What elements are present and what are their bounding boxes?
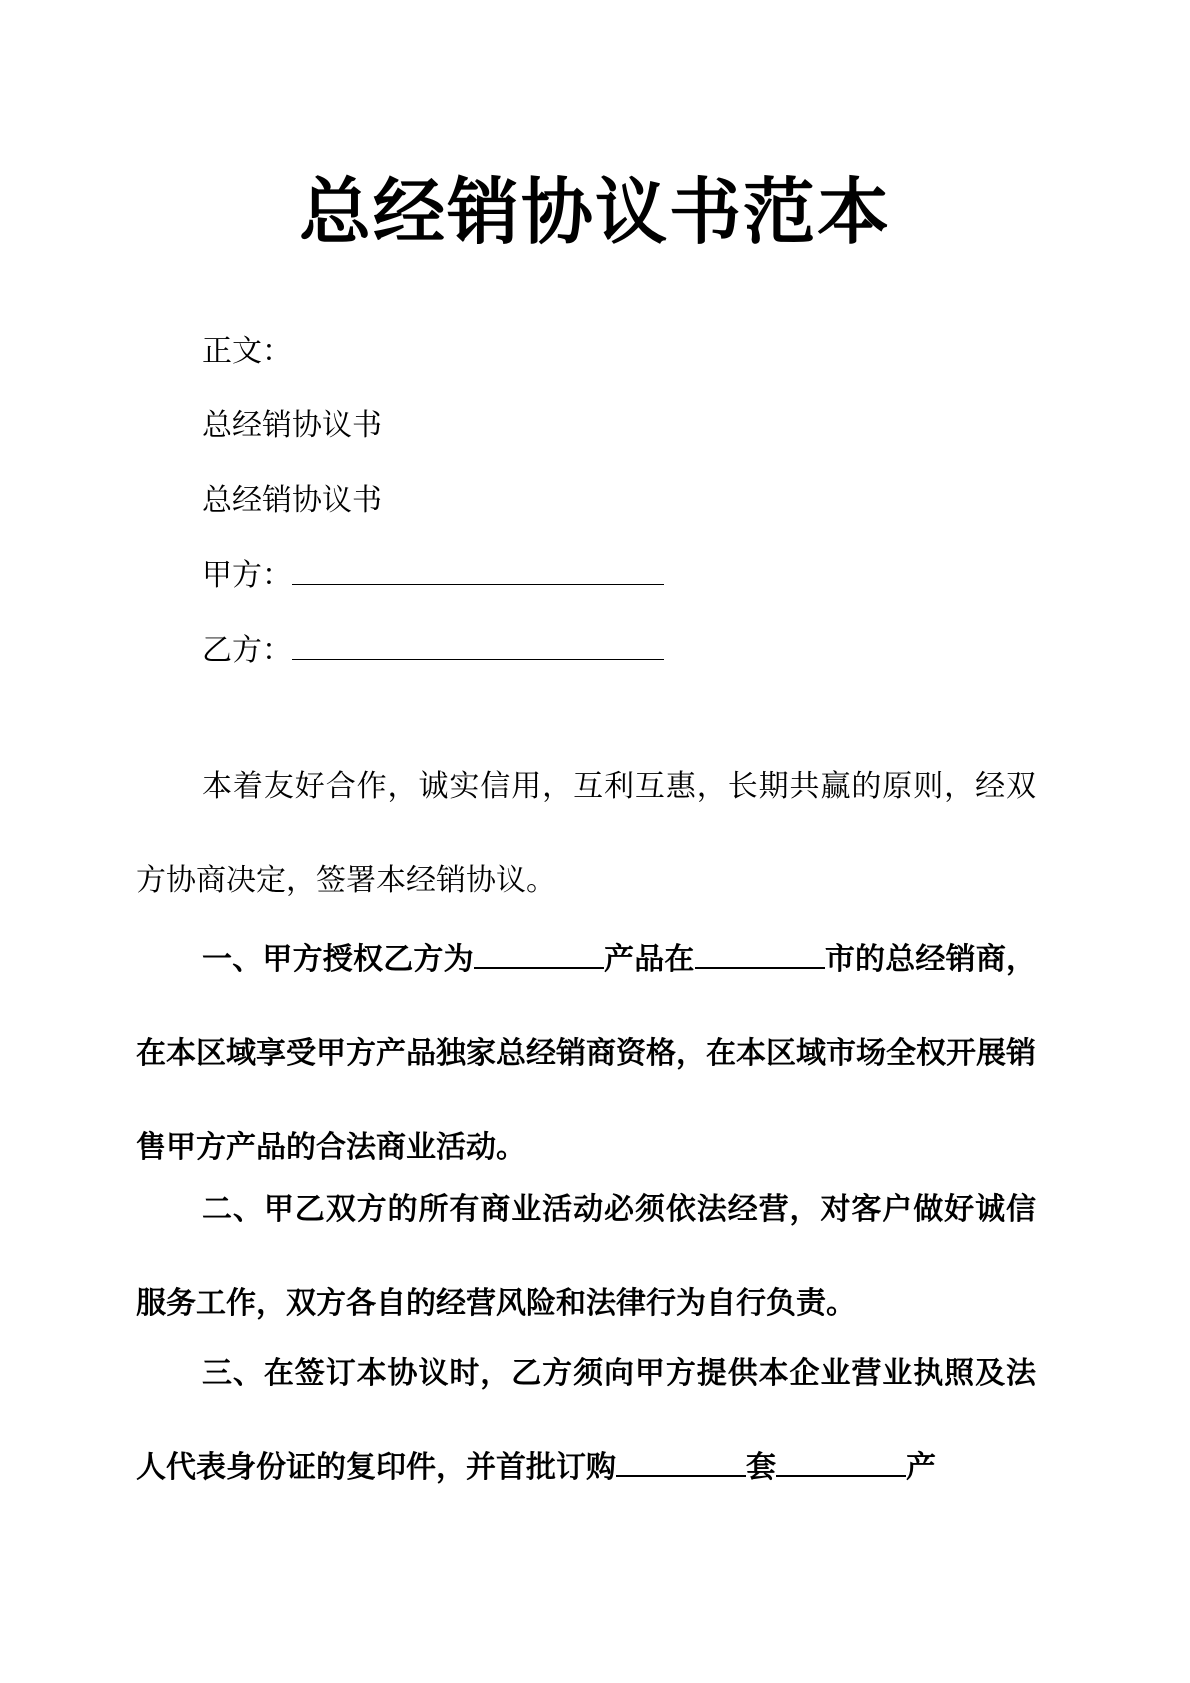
clause-2-paragraph: 二、甲乙双方的所有商业活动必须依法经营，对客户做好诚信服务工作，双方各自的经营风险和法律行为自行负责。 <box>136 1192 1036 1321</box>
clause-1-text-a: 一、甲方授权乙方为 <box>202 942 474 977</box>
product-name-blank <box>776 1447 906 1477</box>
zhengwen-label: 正文： <box>202 334 292 369</box>
clause-1-text-b: 产品在 <box>603 942 695 977</box>
party-a-blank <box>292 558 664 585</box>
quantity-blank <box>616 1447 746 1477</box>
party-a-line <box>202 556 664 596</box>
intro-paragraph: 本着友好合作，诚实信用，互利互惠，长期共赢的原则，经双方协商决定，签署本经销协议。 <box>136 769 1036 898</box>
product-blank <box>474 939 604 969</box>
city-blank <box>695 939 825 969</box>
agreement-heading-2: 总经销协议书 <box>202 483 382 518</box>
clause-1-text-c: 市的总经销商，在本区域享受甲方产品独家总经销商资格，在本区域市场全权开展销售甲方产品的合法商业活动。 <box>136 942 1037 1165</box>
party-a-label: 甲方： <box>202 558 292 593</box>
party-b-line <box>202 631 664 671</box>
party-b-blank <box>292 633 664 660</box>
document-title: 总经销协议书范本 <box>298 170 891 254</box>
clause-3-paragraph <box>136 1327 1036 1515</box>
clause-3-text-c: 产 <box>906 1450 936 1485</box>
clause-3-text-a: 三、在签订本协议时，乙方须向甲方提供本企业营业执照及法人代表身份证的复印件，并首批订购 <box>136 1356 1036 1485</box>
party-b-label: 乙方： <box>202 633 292 668</box>
clause-1-paragraph <box>136 913 1036 1195</box>
clause-3-text-b: 套 <box>746 1450 776 1485</box>
agreement-heading-1: 总经销协议书 <box>202 408 382 443</box>
